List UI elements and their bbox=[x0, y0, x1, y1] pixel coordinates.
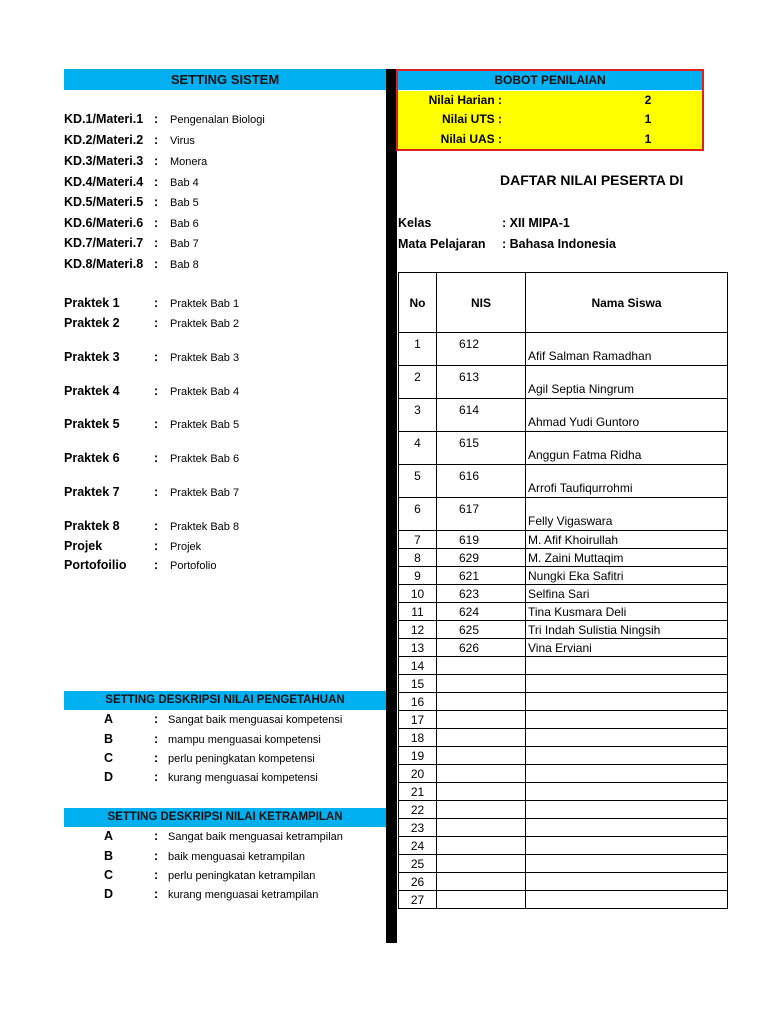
cell-no-text: 22 bbox=[410, 802, 425, 817]
cell-no[interactable] bbox=[399, 783, 437, 801]
cell-no[interactable] bbox=[399, 873, 437, 891]
table-row bbox=[399, 747, 728, 765]
cell-nis-text: 612 bbox=[459, 337, 480, 351]
cell-no[interactable] bbox=[399, 675, 437, 693]
cell-nis[interactable] bbox=[437, 783, 526, 801]
cell-nis-text: 621 bbox=[459, 568, 480, 583]
materi-value[interactable]: Bab 4 bbox=[170, 177, 199, 189]
praktek-value[interactable]: Projek bbox=[170, 541, 202, 553]
materi-label: KD.1/Materi.1 bbox=[64, 112, 144, 126]
materi-value[interactable]: Monera bbox=[170, 156, 208, 168]
cell-nama-text: Selfina Sari bbox=[528, 586, 590, 601]
deskripsi-ketrampilan-row bbox=[0, 887, 386, 905]
praktek-label: Praktek 2 bbox=[64, 316, 120, 330]
praktek-label: Praktek 4 bbox=[64, 384, 120, 398]
grade-description[interactable]: mampu menguasai kompetensi bbox=[168, 734, 321, 746]
materi-label: KD.4/Materi.4 bbox=[64, 175, 144, 189]
cell-nama[interactable] bbox=[526, 729, 728, 747]
cell-nama[interactable] bbox=[526, 801, 728, 819]
cell-nama-text: Agil Septia Ningrum bbox=[528, 382, 635, 396]
cell-nis[interactable] bbox=[437, 873, 526, 891]
colon-separator: : bbox=[154, 350, 159, 364]
cell-nama[interactable] bbox=[526, 819, 728, 837]
cell-nama[interactable] bbox=[526, 567, 728, 585]
grade-label: A bbox=[104, 829, 114, 843]
colon-separator: : bbox=[154, 316, 159, 330]
cell-no-text: 26 bbox=[410, 874, 425, 889]
praktek-value[interactable]: Praktek Bab 3 bbox=[170, 352, 240, 364]
cell-no-text: 19 bbox=[410, 748, 425, 763]
table-row bbox=[399, 819, 728, 837]
deskripsi-ketrampilan-header: SETTING DESKRIPSI NILAI KETRAMPILAN bbox=[64, 808, 386, 827]
grade-description[interactable]: Sangat baik menguasai ketrampilan bbox=[168, 831, 343, 843]
table-row bbox=[399, 603, 728, 621]
materi-row bbox=[0, 133, 386, 151]
colon-separator: : bbox=[154, 175, 159, 189]
table-row bbox=[399, 585, 728, 603]
cell-nis[interactable] bbox=[437, 801, 526, 819]
praktek-label: Praktek 1 bbox=[64, 296, 120, 310]
grade-description[interactable]: kurang menguasai kompetensi bbox=[168, 772, 318, 784]
colon-separator: : bbox=[154, 849, 159, 863]
cell-nama[interactable] bbox=[526, 366, 728, 399]
cell-no[interactable] bbox=[399, 855, 437, 873]
grade-description[interactable]: Sangat baik menguasai kompetensi bbox=[168, 714, 343, 726]
colon-separator: : bbox=[154, 539, 159, 553]
table-row bbox=[399, 801, 728, 819]
cell-nama[interactable] bbox=[526, 675, 728, 693]
cell-nis-text: 614 bbox=[459, 403, 480, 417]
grade-description[interactable]: perlu peningkatan kompetensi bbox=[168, 753, 315, 765]
table-row bbox=[399, 549, 728, 567]
table-header-row bbox=[399, 273, 728, 333]
materi-label: KD.2/Materi.2 bbox=[64, 133, 144, 147]
materi-label: KD.6/Materi.6 bbox=[64, 216, 144, 230]
table-row bbox=[399, 873, 728, 891]
cell-nama-text: Vina Erviani bbox=[528, 640, 592, 655]
cell-nama[interactable] bbox=[526, 855, 728, 873]
table-row bbox=[399, 366, 728, 399]
cell-nama-text: Tina Kusmara Deli bbox=[528, 604, 627, 619]
praktek-row bbox=[0, 384, 386, 402]
grade-description[interactable]: kurang menguasai ketrampilan bbox=[168, 889, 319, 901]
cell-no-text: 24 bbox=[410, 838, 425, 853]
cell-no-text: 17 bbox=[410, 712, 425, 727]
cell-no-text: 14 bbox=[410, 658, 425, 673]
cell-nama[interactable] bbox=[526, 657, 728, 675]
colon-separator: : bbox=[154, 829, 159, 843]
cell-no[interactable] bbox=[399, 432, 437, 465]
cell-no-text: 21 bbox=[410, 784, 425, 799]
praktek-value[interactable]: Portofolio bbox=[170, 560, 217, 572]
cell-no-text: 4 bbox=[414, 436, 421, 450]
praktek-label: Projek bbox=[64, 539, 103, 553]
table-row bbox=[399, 498, 728, 531]
praktek-value[interactable]: Praktek Bab 4 bbox=[170, 386, 240, 398]
materi-label: KD.5/Materi.5 bbox=[64, 195, 144, 209]
cell-nama[interactable] bbox=[526, 399, 728, 432]
praktek-row bbox=[0, 539, 386, 557]
table-row bbox=[399, 657, 728, 675]
materi-row bbox=[0, 175, 386, 193]
kelas-value: : XII MIPA-1 bbox=[502, 216, 570, 230]
mapel-label: Mata Pelajaran bbox=[398, 237, 486, 251]
materi-value[interactable]: Bab 8 bbox=[170, 259, 199, 271]
colon-separator: : bbox=[154, 519, 159, 533]
praktek-row bbox=[0, 485, 386, 503]
cell-nama[interactable] bbox=[526, 837, 728, 855]
cell-nis[interactable] bbox=[437, 549, 526, 567]
praktek-value[interactable]: Praktek Bab 5 bbox=[170, 419, 240, 431]
cell-no-text: 3 bbox=[414, 403, 421, 417]
cell-no[interactable] bbox=[399, 399, 437, 432]
bobot-row-uas bbox=[398, 129, 702, 149]
cell-nis[interactable] bbox=[437, 432, 526, 465]
header-no: No bbox=[399, 273, 437, 333]
cell-nis[interactable] bbox=[437, 675, 526, 693]
grade-description[interactable]: baik menguasai ketrampilan bbox=[168, 851, 305, 863]
cell-nama-text: Ahmad Yudi Guntoro bbox=[528, 415, 640, 429]
cell-nis-text: 615 bbox=[459, 436, 480, 450]
cell-no[interactable] bbox=[399, 711, 437, 729]
daftar-title: DAFTAR NILAI PESERTA DI bbox=[500, 172, 684, 188]
bobot-label: Nilai UAS : bbox=[440, 132, 502, 146]
table-row bbox=[399, 531, 728, 549]
cell-nama[interactable] bbox=[526, 585, 728, 603]
deskripsi-pengetahuan-header: SETTING DESKRIPSI NILAI PENGETAHUAN bbox=[64, 691, 386, 710]
colon-separator: : bbox=[154, 417, 159, 431]
praktek-row bbox=[0, 451, 386, 469]
bobot-label: Nilai UTS : bbox=[441, 112, 502, 126]
deskripsi-pengetahuan-row bbox=[0, 712, 386, 730]
cell-nama[interactable] bbox=[526, 603, 728, 621]
cell-nis[interactable] bbox=[437, 747, 526, 765]
praktek-row bbox=[0, 316, 386, 334]
cell-nama[interactable] bbox=[526, 639, 728, 657]
table-row bbox=[399, 567, 728, 585]
cell-no-text: 9 bbox=[414, 568, 421, 583]
cell-nis[interactable] bbox=[437, 657, 526, 675]
cell-nis[interactable] bbox=[437, 567, 526, 585]
cell-nis[interactable] bbox=[437, 399, 526, 432]
cell-no-text: 10 bbox=[410, 586, 425, 601]
cell-nis[interactable] bbox=[437, 603, 526, 621]
cell-no-text: 6 bbox=[414, 502, 421, 516]
cell-nama[interactable] bbox=[526, 747, 728, 765]
cell-nama-text: Arrofi Taufiqurrohmi bbox=[528, 481, 633, 495]
bobot-label: Nilai Harian : bbox=[428, 93, 502, 107]
setting-sistem-header: SETTING SISTEM bbox=[64, 69, 386, 90]
colon-separator: : bbox=[154, 712, 159, 726]
cell-nis[interactable] bbox=[437, 837, 526, 855]
cell-nama[interactable] bbox=[526, 783, 728, 801]
cell-no-text: 8 bbox=[414, 550, 421, 565]
colon-separator: : bbox=[154, 257, 159, 271]
praktek-row bbox=[0, 296, 386, 314]
materi-row bbox=[0, 257, 386, 275]
deskripsi-ketrampilan-row bbox=[0, 829, 386, 847]
deskripsi-pengetahuan-row bbox=[0, 751, 386, 769]
bobot-penilaian-box bbox=[396, 69, 704, 151]
praktek-row bbox=[0, 417, 386, 435]
grade-label: B bbox=[104, 849, 114, 863]
cell-no[interactable] bbox=[399, 729, 437, 747]
praktek-label: Praktek 5 bbox=[64, 417, 120, 431]
cell-no[interactable] bbox=[399, 549, 437, 567]
materi-value[interactable]: Pengenalan Biologi bbox=[170, 114, 265, 126]
cell-no[interactable] bbox=[399, 693, 437, 711]
praktek-label: Praktek 6 bbox=[64, 451, 120, 465]
bobot-value[interactable]: 2 bbox=[644, 93, 652, 107]
materi-row bbox=[0, 195, 386, 213]
materi-value[interactable]: Virus bbox=[170, 135, 195, 147]
materi-label: KD.7/Materi.7 bbox=[64, 236, 144, 250]
table-row bbox=[399, 729, 728, 747]
cell-no[interactable] bbox=[399, 657, 437, 675]
praktek-value[interactable]: Praktek Bab 8 bbox=[170, 521, 240, 533]
colon-separator: : bbox=[154, 732, 159, 746]
cell-nis[interactable] bbox=[437, 891, 526, 909]
column-separator bbox=[386, 69, 397, 943]
colon-separator: : bbox=[154, 195, 159, 209]
table-row bbox=[399, 891, 728, 909]
deskripsi-ketrampilan-row bbox=[0, 849, 386, 867]
cell-nama[interactable] bbox=[526, 765, 728, 783]
cell-nis-text: 623 bbox=[459, 586, 480, 601]
cell-no-text: 16 bbox=[410, 694, 425, 709]
praktek-value[interactable]: Praktek Bab 1 bbox=[170, 298, 240, 310]
table-row bbox=[399, 837, 728, 855]
colon-separator: : bbox=[154, 112, 159, 126]
cell-nis[interactable] bbox=[437, 819, 526, 837]
grade-description[interactable]: perlu peningkatan ketrampilan bbox=[168, 870, 316, 882]
colon-separator: : bbox=[154, 868, 159, 882]
cell-nama-text: Nungki Eka Safitri bbox=[528, 568, 624, 583]
materi-value[interactable]: Bab 6 bbox=[170, 218, 199, 230]
praktek-row bbox=[0, 519, 386, 537]
colon-separator: : bbox=[154, 887, 159, 901]
cell-nama[interactable] bbox=[526, 498, 728, 531]
bobot-value[interactable]: 1 bbox=[644, 132, 652, 146]
cell-nis[interactable] bbox=[437, 333, 526, 366]
cell-nis[interactable] bbox=[437, 585, 526, 603]
colon-separator: : bbox=[154, 236, 159, 250]
table-row bbox=[399, 783, 728, 801]
praktek-label: Praktek 7 bbox=[64, 485, 120, 499]
cell-nis[interactable] bbox=[437, 498, 526, 531]
cell-no[interactable] bbox=[399, 366, 437, 399]
cell-no[interactable] bbox=[399, 819, 437, 837]
materi-row bbox=[0, 236, 386, 254]
praktek-value[interactable]: Praktek Bab 6 bbox=[170, 453, 240, 465]
praktek-label: Portofoilio bbox=[64, 558, 127, 572]
grade-label: C bbox=[104, 751, 114, 765]
cell-nama-text: Felly Vigaswara bbox=[528, 514, 613, 528]
cell-nis-text: 624 bbox=[459, 604, 480, 619]
table-row bbox=[399, 855, 728, 873]
cell-nama[interactable] bbox=[526, 693, 728, 711]
colon-separator: : bbox=[154, 384, 159, 398]
grade-label: D bbox=[104, 770, 114, 784]
table-row bbox=[399, 765, 728, 783]
cell-no[interactable] bbox=[399, 531, 437, 549]
bobot-row-uts bbox=[398, 110, 702, 129]
cell-no[interactable] bbox=[399, 747, 437, 765]
colon-separator: : bbox=[154, 485, 159, 499]
cell-nama[interactable] bbox=[526, 531, 728, 549]
cell-nis[interactable] bbox=[437, 765, 526, 783]
materi-value[interactable]: Bab 7 bbox=[170, 238, 199, 250]
table-row bbox=[399, 693, 728, 711]
cell-nis[interactable] bbox=[437, 465, 526, 498]
materi-value[interactable]: Bab 5 bbox=[170, 197, 199, 209]
cell-no[interactable] bbox=[399, 837, 437, 855]
cell-nama[interactable] bbox=[526, 891, 728, 909]
cell-no-text: 11 bbox=[411, 604, 424, 619]
cell-nama[interactable] bbox=[526, 711, 728, 729]
deskripsi-pengetahuan-row bbox=[0, 732, 386, 750]
cell-no[interactable] bbox=[399, 498, 437, 531]
bobot-value[interactable]: 1 bbox=[644, 112, 652, 126]
cell-nis[interactable] bbox=[437, 693, 526, 711]
student-table bbox=[398, 272, 728, 909]
header-nama: Nama Siswa bbox=[526, 273, 728, 333]
table-row bbox=[399, 465, 728, 498]
cell-nis-text: 629 bbox=[459, 550, 480, 565]
cell-nis[interactable] bbox=[437, 366, 526, 399]
materi-row bbox=[0, 112, 386, 130]
cell-no-text: 2 bbox=[414, 370, 421, 384]
cell-nama-text: Anggun Fatma Ridha bbox=[528, 448, 642, 462]
cell-no-text: 20 bbox=[410, 766, 425, 781]
table-row bbox=[399, 399, 728, 432]
cell-no[interactable] bbox=[399, 585, 437, 603]
colon-separator: : bbox=[154, 154, 159, 168]
cell-no[interactable] bbox=[399, 465, 437, 498]
cell-no[interactable] bbox=[399, 639, 437, 657]
cell-no[interactable] bbox=[399, 801, 437, 819]
colon-separator: : bbox=[154, 133, 159, 147]
colon-separator: : bbox=[154, 451, 159, 465]
bobot-penilaian-header: BOBOT PENILAIAN bbox=[398, 71, 702, 90]
table-row bbox=[399, 711, 728, 729]
colon-separator: : bbox=[154, 296, 159, 310]
grade-label: A bbox=[104, 712, 114, 726]
cell-no[interactable] bbox=[399, 603, 437, 621]
materi-row bbox=[0, 216, 386, 234]
cell-no-text: 12 bbox=[410, 622, 425, 637]
cell-no-text: 1 bbox=[414, 337, 421, 351]
cell-nama[interactable] bbox=[526, 549, 728, 567]
cell-nama-text: Afif Salman Ramadhan bbox=[528, 349, 652, 363]
praktek-row bbox=[0, 558, 386, 576]
cell-no-text: 5 bbox=[414, 469, 421, 483]
deskripsi-pengetahuan-row bbox=[0, 770, 386, 788]
praktek-value[interactable]: Praktek Bab 7 bbox=[170, 487, 240, 499]
cell-no-text: 23 bbox=[410, 820, 425, 835]
cell-no-text: 7 bbox=[414, 532, 421, 547]
kelas-label: Kelas bbox=[398, 216, 432, 230]
praktek-value[interactable]: Praktek Bab 2 bbox=[170, 318, 240, 330]
table-row bbox=[399, 432, 728, 465]
cell-nama[interactable] bbox=[526, 432, 728, 465]
cell-nis[interactable] bbox=[437, 855, 526, 873]
cell-nis-text: 619 bbox=[459, 532, 480, 547]
cell-nama[interactable] bbox=[526, 621, 728, 639]
deskripsi-ketrampilan-row bbox=[0, 868, 386, 886]
bobot-row-harian bbox=[398, 91, 702, 110]
cell-nis-text: 617 bbox=[459, 502, 480, 516]
cell-nama[interactable] bbox=[526, 465, 728, 498]
mapel-value: : Bahasa Indonesia bbox=[502, 237, 616, 251]
cell-no[interactable] bbox=[399, 333, 437, 366]
colon-separator: : bbox=[154, 216, 159, 230]
cell-nis-text: 613 bbox=[459, 370, 480, 384]
cell-nama[interactable] bbox=[526, 333, 728, 366]
grade-label: C bbox=[104, 868, 114, 882]
cell-no-text: 15 bbox=[410, 676, 425, 691]
grade-label: B bbox=[104, 732, 114, 746]
materi-row bbox=[0, 154, 386, 172]
cell-nis[interactable] bbox=[437, 729, 526, 747]
cell-no[interactable] bbox=[399, 765, 437, 783]
cell-no[interactable] bbox=[399, 621, 437, 639]
cell-no-text: 18 bbox=[410, 730, 425, 745]
praktek-label: Praktek 3 bbox=[64, 350, 120, 364]
table-row bbox=[399, 621, 728, 639]
cell-nama-text: M. Afif Khoirullah bbox=[528, 532, 619, 547]
cell-nis-text: 626 bbox=[459, 640, 480, 655]
cell-nis[interactable] bbox=[437, 621, 526, 639]
cell-nis-text: 616 bbox=[459, 469, 480, 483]
header-nis: NIS bbox=[437, 273, 526, 333]
colon-separator: : bbox=[154, 770, 159, 784]
colon-separator: : bbox=[154, 751, 159, 765]
table-row bbox=[399, 333, 728, 366]
colon-separator: : bbox=[154, 558, 159, 572]
grade-label: D bbox=[104, 887, 114, 901]
cell-no-text: 27 bbox=[410, 892, 425, 907]
cell-no-text: 13 bbox=[410, 640, 425, 655]
table-row bbox=[399, 675, 728, 693]
cell-nis[interactable] bbox=[437, 711, 526, 729]
praktek-row bbox=[0, 350, 386, 368]
cell-nis-text: 625 bbox=[459, 622, 480, 637]
cell-no[interactable] bbox=[399, 567, 437, 585]
materi-label: KD.8/Materi.8 bbox=[64, 257, 144, 271]
cell-no[interactable] bbox=[399, 891, 437, 909]
materi-label: KD.3/Materi.3 bbox=[64, 154, 144, 168]
cell-nis[interactable] bbox=[437, 531, 526, 549]
praktek-label: Praktek 8 bbox=[64, 519, 120, 533]
table-row bbox=[399, 639, 728, 657]
cell-nama-text: Tri Indah Sulistia Ningsih bbox=[528, 622, 661, 637]
cell-nama-text: M. Zaini Muttaqim bbox=[528, 550, 624, 565]
cell-nis[interactable] bbox=[437, 639, 526, 657]
cell-nama[interactable] bbox=[526, 873, 728, 891]
cell-no-text: 25 bbox=[410, 856, 425, 871]
